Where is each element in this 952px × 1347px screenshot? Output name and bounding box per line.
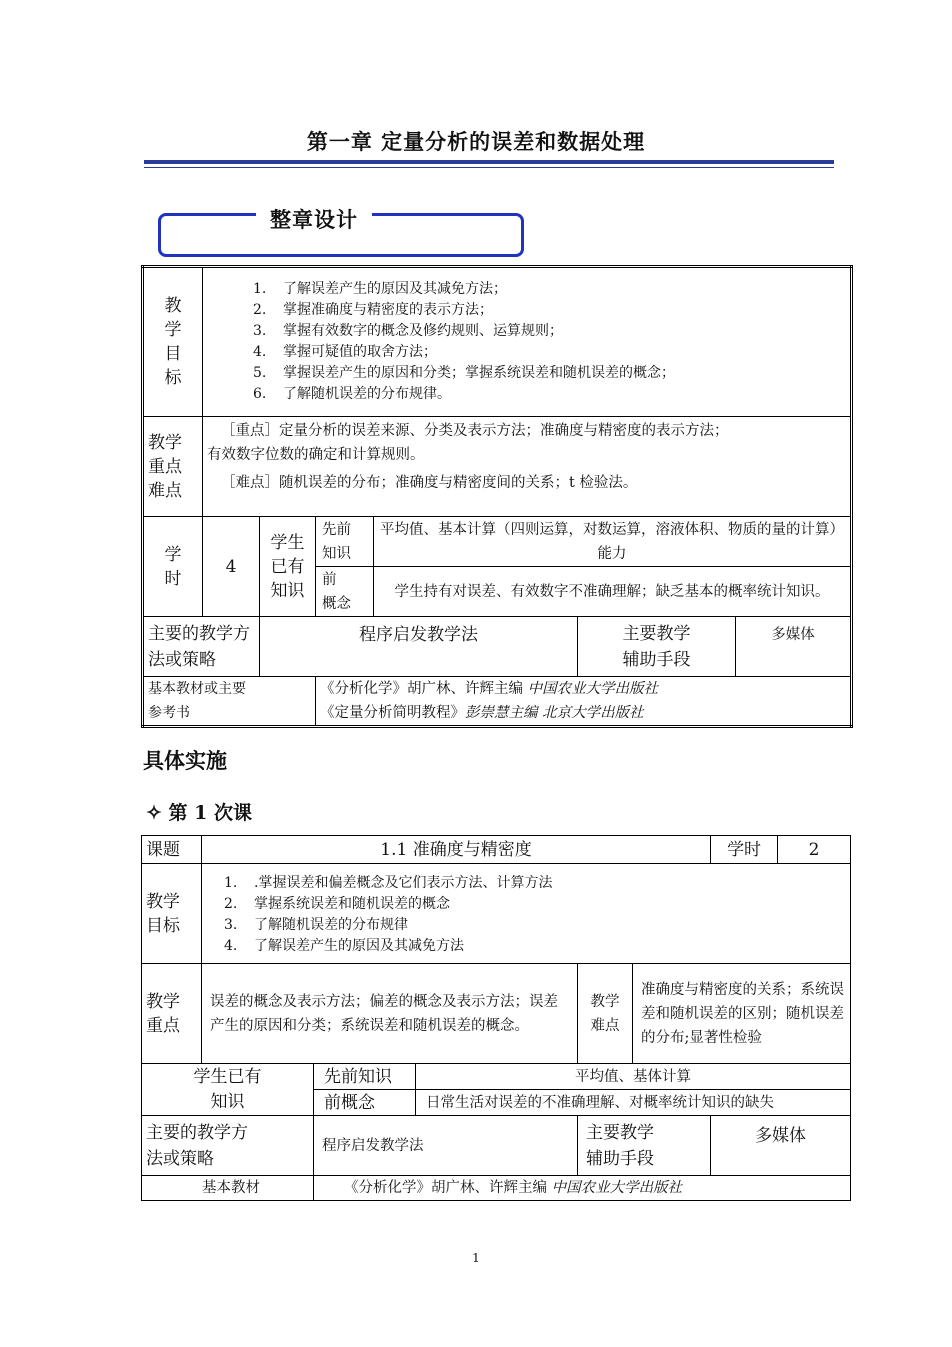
prior-concept-label: 前 概念 (316, 567, 374, 617)
books-label: 基本教材或主要参考书 (143, 677, 316, 727)
prior-knowledge-label: 先前知识 (316, 517, 374, 567)
objective-text: 掌握误差产生的原因和分类；掌握系统误差和随机误差的概念； (283, 365, 675, 381)
lesson-method-value: 程序启发教学法 (314, 1116, 578, 1176)
objective-number: 1. (253, 281, 267, 297)
keypoints-row (143, 417, 852, 517)
keypoints-label: 教学重点难点 (143, 417, 203, 517)
objective-number: 2. (224, 895, 238, 912)
lesson-key-label: 教学重点 (142, 964, 202, 1064)
objective-item (253, 321, 846, 342)
lesson-objectives-list (224, 873, 846, 957)
prior-concept-text: 学生持有对误差、有效数字不准确理解；缺乏基本的概率统计知识。 (374, 567, 852, 617)
lesson-title: ✧ 第 1 次课 (146, 802, 252, 824)
prior-label: 学生已有知识 (260, 517, 316, 617)
objective-number: 1. (224, 874, 238, 891)
lesson-difficult-label: 教学难点 (578, 964, 633, 1064)
hours-label: 学时 (143, 517, 203, 617)
hours-value: 4 (203, 517, 260, 617)
books-value: 《分析化学》胡广林、许辉主编 中国农业大学出版社 《定量分析简明教程》彭崇慧主编 北京大学出版社 (316, 677, 852, 727)
objective-text: 掌握准确度与精密度的表示方法； (283, 302, 493, 318)
chapter-design-table (141, 265, 853, 728)
objective-text: 掌握可疑值的取舍方法； (283, 344, 437, 360)
lesson-prior-concept-label: 前概念 (314, 1090, 416, 1116)
objective-text: 了解随机误差的分布规律。 (283, 386, 451, 402)
lesson-aids-label: 主要教学辅助手段 (578, 1116, 711, 1176)
chapter-title: 第一章 定量分析的误差和数据处理 (306, 129, 646, 154)
lesson-key-text: 误差的概念及表示方法；偏差的概念及表示方法；误差产生的原因和分类；系统误差和随机误差的概念。 (202, 964, 578, 1064)
section-title: 具体实施 (143, 748, 227, 773)
aids-label: 主要教学辅助手段 (578, 617, 736, 677)
objective-number: 4. (224, 937, 238, 954)
lesson-book-row (142, 1176, 851, 1201)
lesson-prior-row-1 (142, 1064, 851, 1090)
objective-number: 3. (224, 916, 238, 933)
objective-item (253, 279, 846, 300)
objective-number: 6. (253, 386, 267, 402)
lesson-prior-label: 学生已有知识 (142, 1064, 314, 1116)
objective-item (253, 363, 846, 384)
books-row (143, 677, 852, 727)
lesson-book-label: 基本教材 (142, 1176, 314, 1201)
objective-item (224, 894, 846, 915)
design-label: 整章设计 (256, 204, 372, 234)
lesson-prior-concept-text: 日常生活对误差的不准确理解、对概率统计知识的缺失 (416, 1090, 851, 1116)
objectives-row (143, 267, 852, 417)
objective-number: 3. (253, 323, 267, 339)
objective-number: 4. (253, 344, 267, 360)
objective-text: 了解误差产生的原因及其减免方法； (283, 281, 507, 297)
lesson-prior-knowledge-text: 平均值、基体计算 (416, 1064, 851, 1090)
lesson-key-row (142, 964, 851, 1064)
lesson-method-label: 主要的教学方法或策略 (142, 1116, 314, 1176)
lesson-method-row (142, 1116, 851, 1176)
objectives-list (207, 279, 846, 405)
objective-text: 掌握有效数字的概念及修约规则、运算规则； (283, 323, 563, 339)
method-row (143, 617, 852, 677)
keypoints-cell: ［重点］定量分析的误差来源、分类及表示方法；准确度与精密度的表示方法； 有效数字位数的确定和计算规则。 ［难点］随机误差的分布；准确度与精密度间的关系；t 检验法。 (203, 417, 852, 517)
lesson-table (141, 835, 851, 1201)
prior-knowledge-text: 平均值、基本计算（四则运算，对数运算，溶液体积、物质的量的计算）能力 (374, 517, 852, 567)
hours-row-1 (143, 517, 852, 567)
aids-value: 多媒体 (736, 617, 852, 677)
method-value: 程序启发教学法 (260, 617, 578, 677)
lesson-hours-label: 学时 (711, 836, 778, 864)
lesson-book-value: 《分析化学》胡广林、许辉主编 中国农业大学出版社 (314, 1176, 851, 1201)
objective-text: 了解误差产生的原因及其减免方法 (254, 937, 464, 954)
objective-item (253, 384, 846, 405)
lesson-prior-knowledge-label: 先前知识 (314, 1064, 416, 1090)
lesson-objectives-cell (202, 864, 851, 964)
objective-text: .掌握误差和偏差概念及它们表示方法、计算方法 (254, 874, 553, 891)
lesson-hours-value: 2 (778, 836, 851, 864)
title-rule-thin (144, 167, 834, 168)
objective-item (224, 936, 846, 957)
lesson-objectives-label: 教学目标 (142, 864, 202, 964)
objective-text: 了解随机误差的分布规律 (254, 916, 408, 933)
topic-label: 课题 (142, 836, 202, 864)
lesson-objectives-row (142, 864, 851, 964)
objective-item (224, 873, 846, 894)
objective-number: 2. (253, 302, 267, 318)
lesson-aids-value: 多媒体 (711, 1116, 851, 1176)
title-rule-thick (144, 160, 834, 164)
objectives-cell (203, 267, 852, 417)
objective-text: 掌握系统误差和随机误差的概念 (254, 895, 450, 912)
page-number: 1 (472, 1251, 480, 1265)
method-label: 主要的教学方法或策略 (143, 617, 260, 677)
topic-row (142, 836, 851, 864)
objective-number: 5. (253, 365, 267, 381)
objectives-label: 教学目标 (143, 267, 203, 417)
lesson-difficult-text: 准确度与精密度的关系；系统误差和随机误差的区别；随机误差的分布;显著性检验 (633, 964, 851, 1064)
objective-item (253, 342, 846, 363)
objective-item (224, 915, 846, 936)
topic-value: 1.1 准确度与精密度 (202, 836, 711, 864)
objective-item (253, 300, 846, 321)
